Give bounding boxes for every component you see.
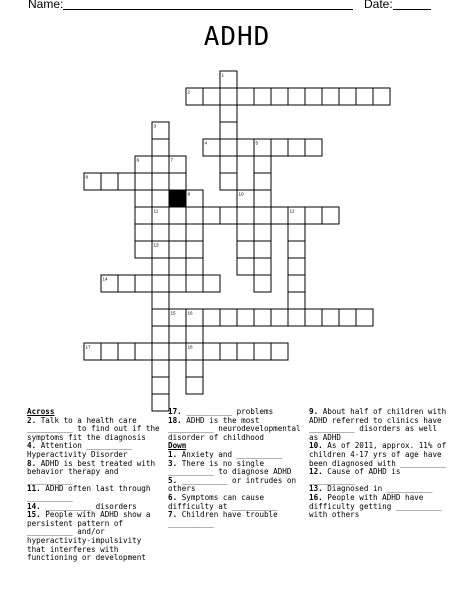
grid-cell[interactable] [152,275,169,292]
grid-cell[interactable] [237,241,254,258]
down-heading: Down [168,441,187,451]
grid-cell[interactable] [101,173,118,190]
clue-down-1: 1. Anxiety and __________ [168,449,283,459]
grid-cell[interactable] [271,309,288,326]
grid-cell[interactable] [254,343,271,360]
grid-cell[interactable] [152,224,169,241]
clue-across-18: 18. ADHD is the most __________ neurodevelopmental disorder of childhood [168,415,301,442]
clue-number-11: 11 [153,208,159,214]
clue-number-8: 8 [85,174,89,180]
clue-number-7: 7 [170,157,174,163]
grid-cell[interactable] [118,343,135,360]
clue-across-11: 11. ADHD often last through __________ [27,484,151,502]
grid-cell[interactable] [169,275,186,292]
grid-cell[interactable] [203,88,220,105]
grid-cell[interactable] [186,275,203,292]
grid-cell[interactable] [288,224,305,241]
grid-cell[interactable] [237,258,254,275]
clue-number-1: 1 [221,72,225,78]
grid-cell[interactable] [203,343,220,360]
grid-cell[interactable] [135,190,152,207]
grid-cell[interactable] [152,377,169,394]
clue-down-6: 6. Symptoms can cause difficulty at __________ [168,492,278,511]
grid-cell[interactable] [118,173,135,190]
grid-cell[interactable] [169,173,186,190]
grid-cell[interactable] [220,207,237,224]
grid-cell[interactable] [237,88,254,105]
grid-cell[interactable] [220,156,237,173]
grid-cell[interactable] [169,343,186,360]
grid-cell[interactable] [271,88,288,105]
grid-cell[interactable] [271,207,288,224]
clue-across-4: 4. Attention __________ Hyperactivity Disorder [27,441,133,459]
grid-cell[interactable] [186,326,203,343]
grid-cell[interactable] [220,309,237,326]
clue-number-10: 10 [238,191,244,197]
grid-cell[interactable] [305,309,322,326]
grid-cell[interactable] [220,122,237,139]
grid-cell[interactable] [237,343,254,360]
grid-cell[interactable] [254,309,271,326]
grid-cell[interactable] [152,173,169,190]
grid-cell[interactable] [169,224,186,241]
grid-cell[interactable] [220,105,237,122]
grid-cell[interactable] [356,88,373,105]
grid-cell[interactable] [288,241,305,258]
clue-number-4: 4 [204,140,208,146]
grid-cell[interactable] [152,258,169,275]
grid-cell[interactable] [220,173,237,190]
clue-across-8: 8. ADHD is best treated with behavior therapy and __________ [27,458,156,485]
grid-cell[interactable] [186,258,203,275]
grid-cell[interactable] [152,326,169,343]
black-cell [169,190,186,207]
grid-cell[interactable] [135,207,152,224]
grid-cell[interactable] [322,309,339,326]
clue-across-2: 2. Talk to a health care __________ to find out if the symptoms fit the diagnosis [27,415,160,442]
grid-cell[interactable] [135,224,152,241]
grid-cell[interactable] [305,207,322,224]
grid-cell[interactable] [169,241,186,258]
grid-cell[interactable] [186,207,203,224]
grid-cell[interactable] [288,258,305,275]
page-title: ADHD [203,22,271,52]
clue-across-14: 14. __________ disorders [27,501,137,511]
grid-cell[interactable] [271,139,288,156]
grid-cell[interactable] [169,207,186,224]
grid-cell[interactable] [322,88,339,105]
clue-number-5: 5 [255,140,259,146]
grid-cell[interactable] [288,275,305,292]
grid-cell[interactable] [322,207,339,224]
grid-cell[interactable] [186,360,203,377]
grid-cell[interactable] [220,88,237,105]
clue-number-16: 16 [187,310,193,316]
grid-cell[interactable] [135,275,152,292]
grid-cell[interactable] [254,156,271,173]
grid-cell[interactable] [237,309,254,326]
clue-down-13: 13. Diagnosed in __________ [309,484,433,494]
grid-cell[interactable] [152,139,169,156]
grid-cell[interactable] [237,207,254,224]
grid-cell[interactable] [254,258,271,275]
grid-cell[interactable] [288,292,305,309]
clue-number-2: 2 [187,89,191,95]
grid-cell[interactable] [288,309,305,326]
grid-cell[interactable] [186,241,203,258]
clue-down-5: 5. __________ or intrudes on others [168,475,297,494]
clues-column-1 [27,408,162,563]
grid-cell[interactable] [254,207,271,224]
clue-number-3: 3 [153,123,157,129]
clue-number-13: 13 [153,242,159,248]
grid-cell[interactable] [135,241,152,258]
clue-down-10: 10. As of 2011, approx. 11% of children 4-17 yrs of age have been diagnosed with __________ [309,441,447,468]
grid-cell[interactable] [186,224,203,241]
clue-number-14: 14 [102,276,108,282]
grid-cell[interactable] [220,343,237,360]
date-label: Date: [364,0,393,11]
clue-number-6: 6 [136,157,140,163]
clue-down-12: 12. Cause of ADHD is __________ [309,467,401,485]
grid-cell[interactable] [152,309,169,326]
clue-across-15: 15. People with ADHD show a persistent pattern of __________ and/or hyperactivity-impulsivity that interferes with functioning or development [27,510,151,563]
grid-cell[interactable] [152,343,169,360]
name-label: Name: [28,0,64,11]
grid-cell[interactable] [339,309,356,326]
clue-across-17: 17. __________ problems [168,407,274,416]
clues-column-2 [168,408,303,528]
grid-cell[interactable] [135,173,152,190]
grid-cell[interactable] [373,88,390,105]
grid-cell[interactable] [152,360,169,377]
grid-cell[interactable] [356,309,373,326]
clue-number-18: 18 [187,344,193,350]
across-heading: Across [27,407,55,416]
grid-cell[interactable] [288,139,305,156]
grid-cell[interactable] [339,88,356,105]
grid-cell[interactable] [203,207,220,224]
grid-cell[interactable] [203,309,220,326]
clue-down-9: 9. About half of children with ADHD referred to clinics have __________ disorders as well as ADHD [309,407,447,442]
grid-cell[interactable] [305,88,322,105]
grid-cell[interactable] [305,139,322,156]
grid-cell[interactable] [237,139,254,156]
grid-cell[interactable] [152,156,169,173]
clue-down-3: 3. There is no single __________ to diagnose ADHD [168,458,292,477]
grid-cell[interactable] [254,190,271,207]
grid-cell[interactable] [288,88,305,105]
clue-number-12: 12 [289,208,295,214]
grid-cell[interactable] [254,224,271,241]
clues-column-3 [309,408,449,520]
grid-cell[interactable] [118,275,135,292]
grid-cell[interactable] [254,88,271,105]
grid-cell[interactable] [271,343,288,360]
grid-cell[interactable] [254,275,271,292]
grid-cell[interactable] [254,173,271,190]
grid-cell[interactable] [220,139,237,156]
clue-number-17: 17 [85,344,91,350]
grid-cell[interactable] [203,275,220,292]
grid-cell[interactable] [186,377,203,394]
grid-cell[interactable] [101,343,118,360]
clue-down-16: 16. People with ADHD have difficulty getting __________ with others [309,492,442,520]
grid-cell[interactable] [237,224,254,241]
clue-down-7: 7. Children have trouble __________ [168,510,278,528]
clue-number-9: 9 [187,191,191,197]
grid-cell[interactable] [254,241,271,258]
clue-number-15: 15 [170,310,176,316]
grid-cell[interactable] [152,292,169,309]
grid-cell[interactable] [152,190,169,207]
grid-cell[interactable] [135,343,152,360]
